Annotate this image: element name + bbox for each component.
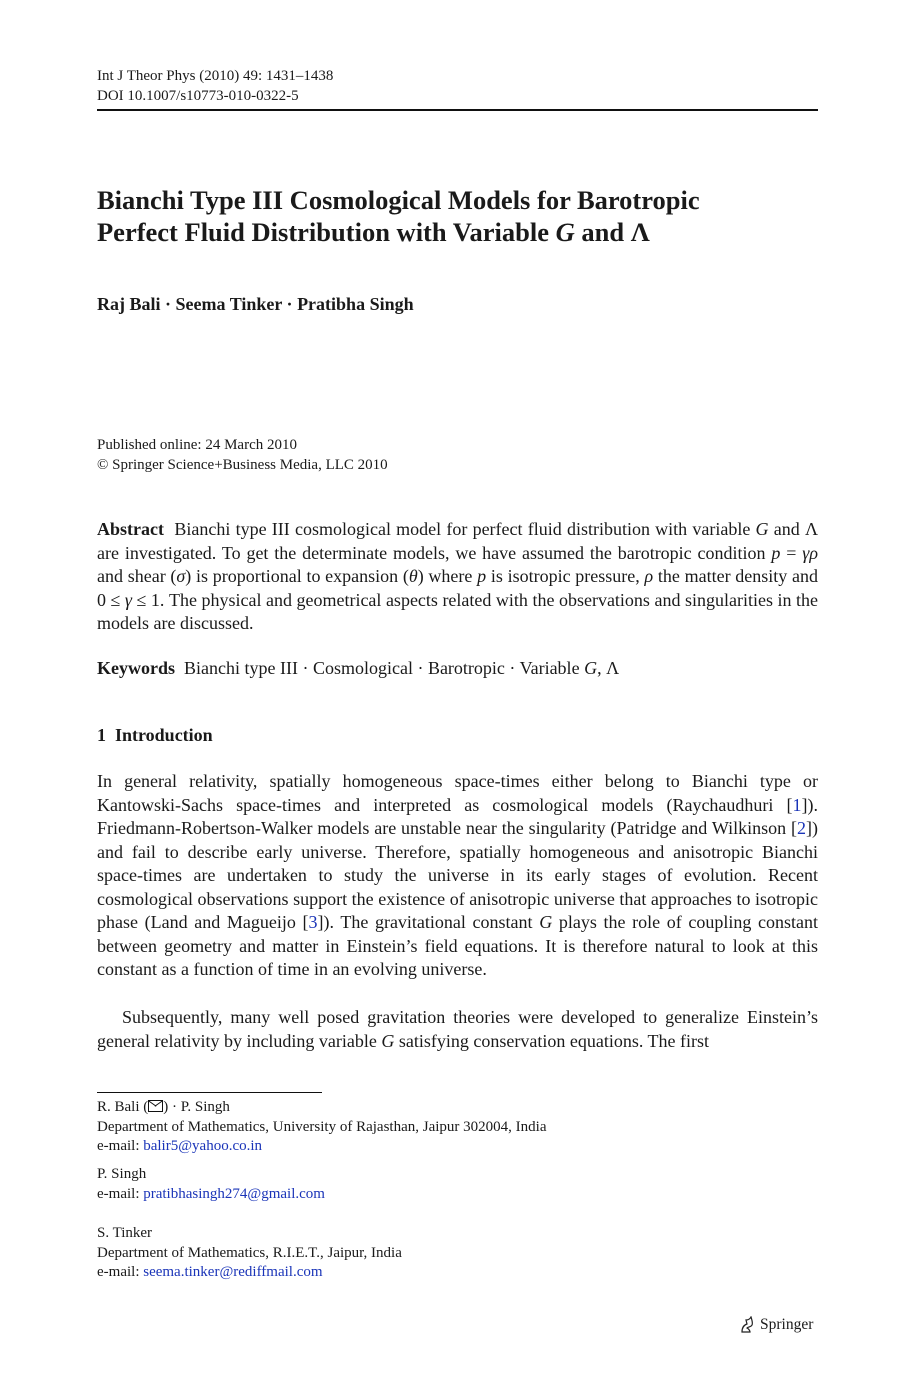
math-sigma: σ	[176, 566, 186, 586]
paper-title	[97, 184, 818, 248]
author-bali: Raj Bali	[97, 294, 161, 314]
journal-header	[97, 66, 333, 106]
header-rule	[97, 109, 818, 111]
fn-name: R. Bali (	[97, 1099, 149, 1115]
section-title: Introduction	[115, 725, 213, 745]
footnote-dept: Department of Mathematics, R.I.E.T., Jaipur, India	[97, 1244, 402, 1261]
publisher-logo	[738, 1316, 813, 1334]
title-g: G	[555, 217, 575, 247]
footnote-email	[97, 1185, 325, 1205]
author-sep: ·	[282, 294, 298, 314]
math-g: G	[381, 1030, 395, 1051]
math-eq: =	[780, 542, 803, 563]
intro-text: ]) and fail to describe early universe. Therefore, spatially homogeneous and anisotropic Bianchi space-times are undertaken to study the universe in its early stages of evolution. Recent cosmological observations support the existence of anisotropic universe that approaches to isotropic phase (Land and Magueijo [	[97, 818, 818, 932]
section-number: 1	[97, 725, 106, 745]
footnote-name: P. Singh	[97, 1166, 147, 1182]
email-label: e-mail:	[97, 1185, 144, 1202]
keywords-text: Bianchi type III · Cosmological · Barotropic · Variable	[184, 658, 585, 678]
author-singh: Pratibha Singh	[297, 294, 414, 314]
abstract-text: and shear (	[97, 566, 177, 586]
abstract	[97, 518, 818, 636]
intro-paragraph-2	[97, 1006, 818, 1053]
email-link-tinker[interactable]: seema.tinker@rediffmail.com	[143, 1264, 323, 1280]
footnote-tinker	[97, 1224, 402, 1283]
title-line-1: Bianchi Type III Cosmological Models for Barotropic	[97, 185, 700, 215]
intro-text: Subsequently, many well posed gravitation theories were developed to generalize Einstein’s general relativity by including variable	[97, 1007, 818, 1051]
doi: DOI 10.1007/s10773-010-0322-5	[97, 88, 299, 104]
abstract-text: ) where	[417, 566, 478, 586]
keywords	[97, 657, 818, 681]
abstract-text: ≤ 1. The physical and geometrical aspects related with the observations and singularities in the models are discussed.	[97, 589, 818, 633]
math-g: G	[539, 912, 553, 932]
title-line-2	[97, 216, 818, 248]
publication-info	[97, 435, 388, 475]
abstract-label: Abstract	[97, 519, 164, 539]
springer-horse-icon	[738, 1316, 756, 1334]
abstract-text: and Λ are investigated. To get the determinate models, we have assumed the barotropic condition	[97, 519, 819, 563]
email-label: e-mail:	[97, 1264, 144, 1280]
keywords-text: , Λ	[597, 658, 620, 678]
citation-link[interactable]: 3	[308, 912, 318, 932]
fn-name: ) · P. Singh	[163, 1099, 230, 1115]
email-link-bali[interactable]: balir5@yahoo.co.in	[143, 1138, 263, 1154]
footnote-singh	[97, 1165, 325, 1204]
math-gamma-rho: γρ	[802, 542, 818, 563]
email-link-singh[interactable]: pratibhasingh274@gmail.com	[143, 1185, 325, 1202]
journal-citation: Int J Theor Phys (2010) 49: 1431–1438	[97, 68, 334, 84]
intro-paragraph-1	[97, 770, 818, 982]
title-text: Perfect Fluid Distribution with Variable	[97, 217, 556, 247]
math-theta: θ	[408, 566, 418, 586]
footnote-names	[97, 1098, 546, 1118]
intro-text: In general relativity, spatially homogeneous space-times either belong to Bianchi type or Kantowski-Sachs space-times and interpreted as cosmological models (Raychaudhuri [	[97, 771, 818, 815]
title-and: and	[574, 217, 631, 247]
footnote-email	[97, 1263, 402, 1283]
publisher-name: Springer	[760, 1316, 814, 1333]
envelope-icon	[148, 1100, 163, 1112]
math-g: G	[584, 658, 598, 678]
abstract-text: Bianchi type III cosmological model for perfect fluid distribution with variable	[174, 519, 756, 539]
citation-link[interactable]: 2	[797, 818, 806, 838]
footnote-dept: Department of Mathematics, University of Rajasthan, Jaipur 302004, India	[97, 1118, 547, 1135]
author-list	[97, 294, 414, 315]
math-g: G	[755, 519, 769, 539]
keywords-label: Keywords	[97, 658, 175, 678]
abstract-text: ) is proportional to expansion (	[185, 566, 409, 586]
footnote-email	[97, 1137, 546, 1157]
intro-text: satisfying conservation equations. The first	[394, 1030, 710, 1051]
section-heading	[97, 725, 213, 746]
footnote-bali	[97, 1098, 546, 1157]
published-date: Published online: 24 March 2010	[97, 437, 297, 453]
copyright: © Springer Science+Business Media, LLC 2010	[97, 457, 388, 473]
abstract-text: the matter density and 0 ≤	[97, 566, 818, 610]
footnote-name: S. Tinker	[97, 1225, 153, 1241]
author-tinker: Seema Tinker	[175, 294, 283, 314]
math-p: p	[477, 566, 487, 586]
citation-link[interactable]: 1	[792, 794, 802, 815]
math-rho: ρ	[644, 566, 654, 586]
math-gamma: γ	[124, 589, 133, 610]
math-p: p	[771, 542, 781, 563]
title-lambda: Λ	[630, 217, 650, 247]
intro-text: plays the role of coupling constant between geometry and matter in Einstein’s field equations. It is therefore natural to look at this constant as a function of time in an evolving universe.	[97, 912, 818, 979]
footnote-rule	[97, 1092, 322, 1093]
abstract-text: is isotropic pressure,	[486, 566, 645, 586]
author-sep: ·	[160, 294, 176, 314]
intro-text: ]). Friedmann-Robertson-Walker models are unstable near the singularity (Patridge and Wilkinson [	[97, 794, 818, 838]
intro-text: ]). The gravitational constant	[317, 912, 540, 932]
email-label: e-mail:	[97, 1138, 144, 1154]
